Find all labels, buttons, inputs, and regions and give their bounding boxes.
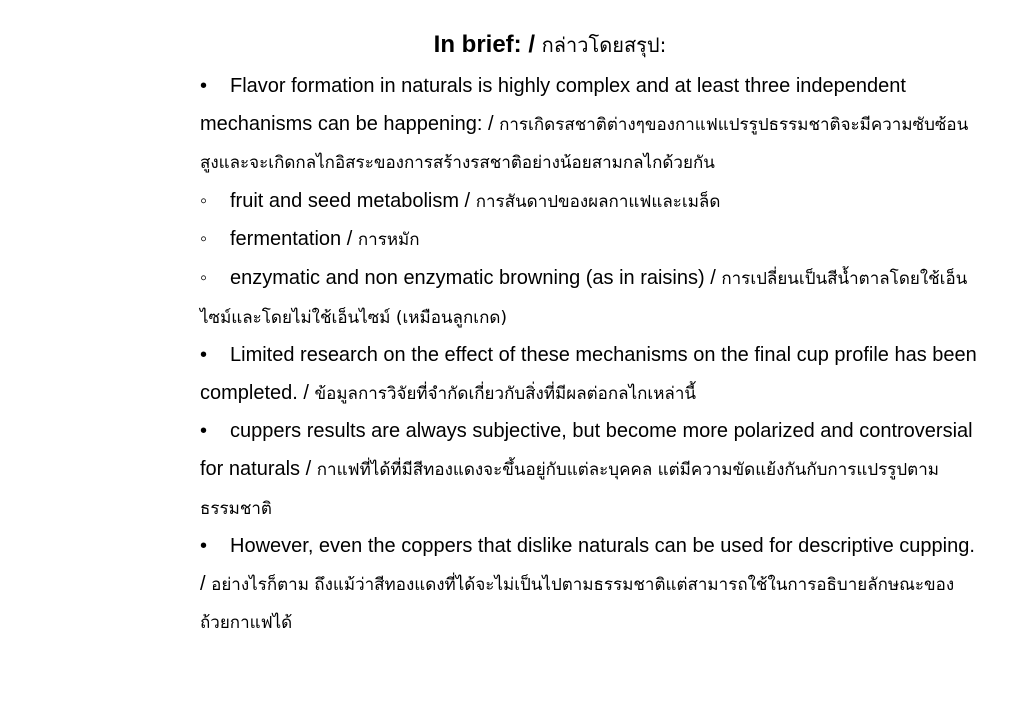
bullet-dot: • — [200, 535, 208, 558]
item-text-thai: การสันดาปของผลกาแฟและเมล็ด — [475, 191, 721, 212]
item-text-english: Flavor formation in naturals is highly complex and at least three independent mechanisms can be happening: / — [200, 75, 906, 135]
bullet-item-flavor-formation — [200, 68, 980, 183]
sub-item-browning — [200, 260, 980, 337]
item-text-english: fermentation / — [230, 228, 353, 251]
brief-list — [200, 68, 980, 643]
sub-bullet-circle: ◦ — [200, 189, 208, 212]
bullet-item-cuppers-results — [200, 413, 980, 528]
bullet-dot: • — [200, 75, 208, 97]
slide-title — [0, 28, 1024, 62]
item-text-thai: อย่างไรก็ตาม ถึงแม้ว่าสีทองแดงที่ได้จะไม่เป็นไปตามธรรมชาติแต่สามารถใช้ในการอธิบายลักษณะของถ้วยกาแฟได้ — [200, 574, 955, 634]
bullet-dot: • — [200, 420, 208, 443]
item-text-thai: กาแฟที่ได้ที่มีสีทองแดงจะขึ้นอยู่กับแต่ละบุคคล แต่มีความขัดแย้งกันกับการแปรรูปตามธรรมชาติ — [200, 459, 939, 519]
item-text-thai: ข้อมูลการวิจัยที่จำกัดเกี่ยวกับสิ่งที่มีผลต่อกลไกเหล่านี้ — [314, 383, 697, 404]
sub-item-metabolism — [200, 183, 980, 222]
bullet-dot: • — [200, 344, 208, 367]
title-english: In brief: / — [433, 31, 535, 58]
item-text-english: However, even the coppers that dislike naturals can be used for descriptive cupping. / — [200, 535, 975, 595]
item-text-thai: การเกิดรสชาติต่างๆของกาแฟแปรรูปธรรมชาติจะมีความซับซ้อนสูงและจะเกิดกลไกอิสระของการสร้างรสชาติอย่างน้อยสามกลไกด้วยกัน — [200, 114, 969, 174]
title-thai: กล่าวโดยสรุป: — [541, 33, 667, 57]
item-text-thai: การเปลี่ยนเป็นสีน้ำตาลโดยใช้เอ็นไซม์และโดยไม่ใช้เอ็นไซม์ (เหมือนลูกเกด) — [200, 268, 968, 328]
item-text-english: enzymatic and non enzymatic browning (as in raisins) / — [230, 266, 716, 289]
item-text-english: fruit and seed metabolism / — [230, 189, 471, 212]
sub-item-fermentation — [200, 221, 980, 260]
bullet-item-limited-research — [200, 337, 980, 413]
item-text-thai: การหมัก — [357, 230, 420, 251]
sub-bullet-circle: ◦ — [200, 266, 208, 289]
sub-bullet-circle: ◦ — [200, 228, 208, 251]
item-text-english: cuppers results are always subjective, but become more polarized and controversial for naturals / — [200, 420, 973, 480]
bullet-item-descriptive-cupping — [200, 528, 980, 643]
item-text-english: Limited research on the effect of these mechanisms on the final cup profile has been completed. / — [200, 344, 977, 404]
